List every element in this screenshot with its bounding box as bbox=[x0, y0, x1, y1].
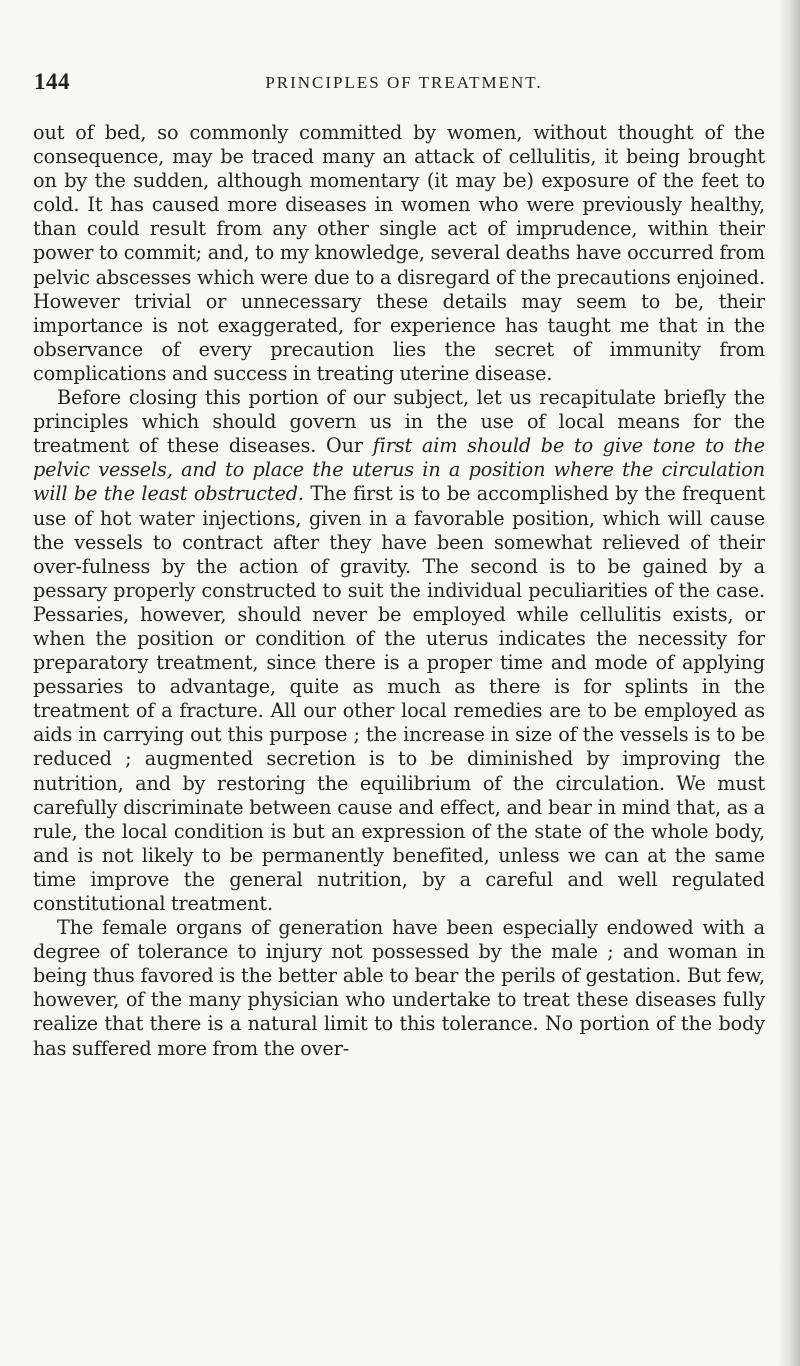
body-text bbox=[33, 121, 765, 1061]
running-head: PRINCIPLES OF TREATMENT. bbox=[265, 73, 543, 92]
page-number: 144 bbox=[34, 69, 70, 94]
paragraph-2-text-a: Before closing this portion of our subject, let us recapitulate briefly the principles which should govern us in the use of local means for the treatment of these diseases. Our bbox=[33, 386, 765, 458]
paragraph-1: out of bed, so commonly committed by women, without thought of the consequence, may be traced many an attack of cellulitis, it being brought on by the sudden, although momentary (it may be) exposure of the feet to cold. It has caused more diseases in women who were previously healthy, than could result from any other single act of imprudence, within their power to commit; and, to my knowledge, several deaths have occurred from pelvic abscesses which were due to a disregard of the precautions enjoined. However trivial or unnecessary these details may seem to be, their importance is not exaggerated, for experience has taught me that in the observance of every precaution lies the secret of immunity from complications and success in treating uterine disease. bbox=[33, 121, 765, 385]
paragraph-3: The female organs of generation have been especially endowed with a degree of tolerance to injury not possessed by the male ; and woman in being thus favored is the better able to bear the perils of gestation. But few, however, of the many physician who undertake to treat these diseases fully realize that there is a natural limit to this tolerance. No portion of the body has suffered more from the over- bbox=[33, 916, 765, 1060]
paragraph-2-text-b: The first is to be accomplished by the frequent use of hot water injections, given in a favorable position, which will cause the vessels to contract after they have been somewhat relieved of their over-fulness by the action of gravity. The second is to be gained by a pessary properly constructed to suit the individual peculiarities of the case. Pessaries, however, should never be employed while cellulitis exists, or when the position or condition of the uterus indicates the necessity for preparatory treatment, since there is a proper time and mode of applying pessaries to advantage, quite as much as there is for splints in the treatment of a fracture. All our other local remedies are to be employed as aids in carrying out this purpose ; the increase in size of the vessels is to be reduced ; augmented secretion is to be diminished by improving the nutrition, and by restoring the equilibrium of the circulation. We must carefully discriminate between cause and effect, and bear in mind that, as a rule, the local condition is but an expression of the state of the whole body, and is not likely to be permanently benefited, unless we can at the same time improve the general nutrition, by a careful and well regulated constitutional treatment. bbox=[33, 482, 765, 915]
page-header bbox=[28, 69, 780, 99]
paragraph-2 bbox=[33, 386, 765, 916]
page-edge-shadow bbox=[778, 0, 800, 1366]
paragraph-2-emphasis: first aim should be to give tone to the pelvic vessels, and to place the uterus in a position where the circulation will be the least obstructed. bbox=[33, 434, 765, 506]
